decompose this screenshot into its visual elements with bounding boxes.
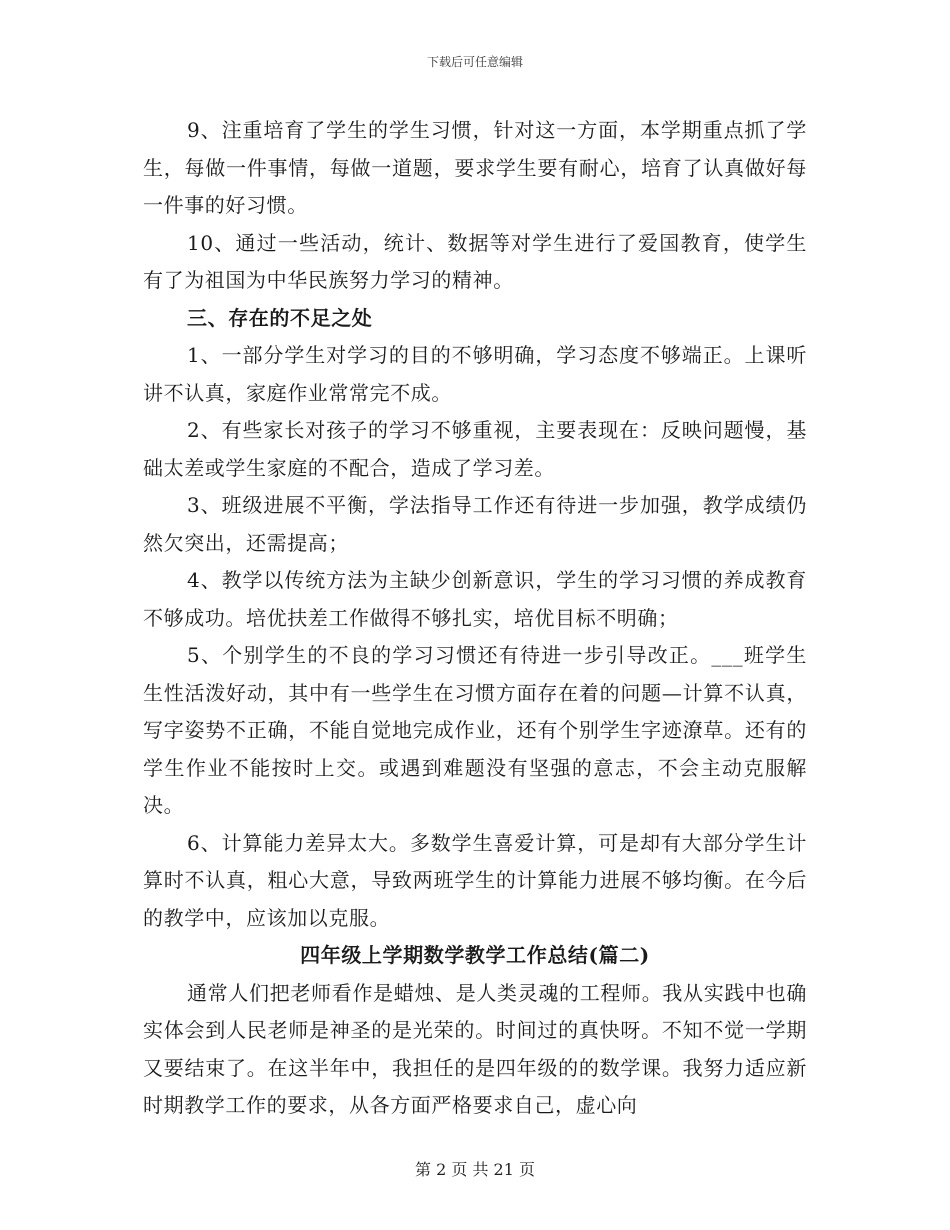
article-title: 四年级上学期数学教学工作总结(篇二)	[300, 943, 650, 967]
section-heading-shortcomings: 三、存在的不足之处	[187, 305, 373, 330]
shortcoming-item-6: 6、计算能力差异太大。多数学生喜爱计算，可是却有大部分学生计算时不认真，粗心大意，导致两班学生的计算能力进展不够均衡。在今后的教学中，应该加以克服。	[143, 830, 807, 930]
shortcoming-item-2: 2、有些家长对孩子的学习不够重视，主要表现在：反映问题慢，基础太差或学生家庭的不配合，造成了学习差。	[143, 418, 807, 480]
paragraph-item-10: 10、通过一些活动，统计、数据等对学生进行了爱国教育，使学生有了为祖国为中华民族努力学习的精神。	[143, 230, 807, 292]
page-header: 下载后可任意编辑	[426, 55, 523, 69]
shortcoming-item-3: 3、班级进展不平衡，学法指导工作还有待进一步加强，教学成绩仍然欠突出，还需提高；	[143, 493, 807, 555]
shortcoming-item-1: 1、一部分学生对学习的目的不够明确，学习态度不够端正。上课听讲不认真，家庭作业常常完不成。	[143, 343, 807, 405]
page-number: 第 2 页 共 21 页	[415, 1160, 535, 1179]
intro-paragraph: 通常人们把老师看作是蜡烛、是人类灵魂的工程师。我从实践中也确实体会到人民老师是神圣的是光荣的。时间过的真快呀。不知不觉一学期又要结束了。在这半年中，我担任的是四年级的的数学课。我努力适应新时期教学工作的要求，从各方面严格要求自己，虚心向	[143, 980, 807, 1117]
paragraph-item-9: 9、注重培育了学生的学生习惯，针对这一方面，本学期重点抓了学生，每做一件事情，每做一道题，要求学生要有耐心，培育了认真做好每一件事的好习惯。	[143, 118, 807, 217]
shortcoming-item-4: 4、教学以传统方法为主缺少创新意识，学生的学习习惯的养成教育不够成功。培优扶差工作做得不够扎实，培优目标不明确；	[143, 568, 807, 630]
shortcoming-item-5: 5、个别学生的不良的学习习惯还有待进一步引导改正。___班学生生性活泼好动，其中有一些学生在习惯方面存在着的问题—计算不认真，写字姿势不正确，不能自觉地完成作业，还有个别学生字迹潦草。还有的学生作业不能按时上交。或遇到难题没有坚强的意志，不会主动克服解决。	[143, 643, 807, 817]
document-body	[143, 112, 807, 1125]
